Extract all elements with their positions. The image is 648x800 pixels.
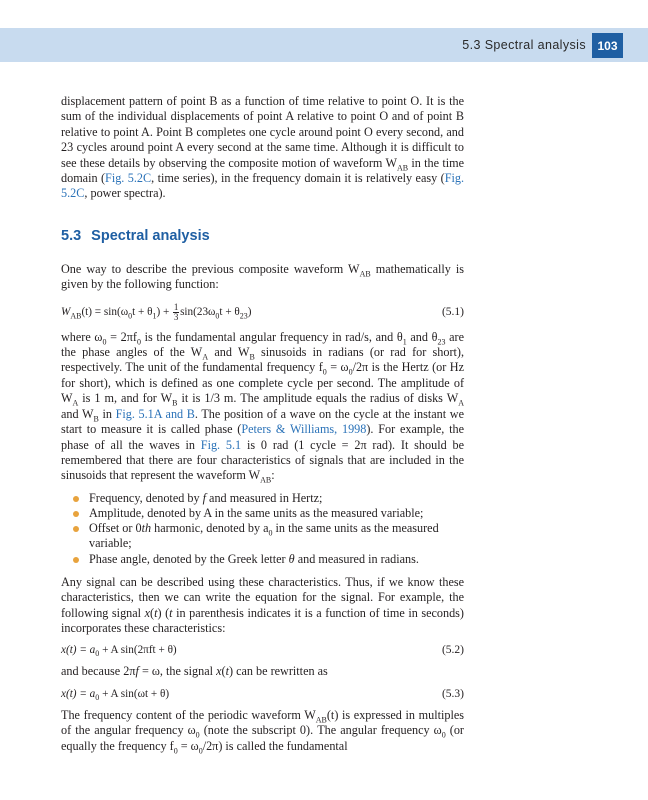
equation-number: (5.3): [441, 687, 464, 700]
citation-link-peters-williams[interactable]: Peters & Williams, 1998: [241, 422, 367, 437]
list-item: Frequency, denoted by f and measured in Hertz;: [61, 491, 464, 506]
paragraph-frequency-content: The frequency content of the periodic waveform $W_{AB}(t)$ is expressed in multiples of the angular frequency $\omega_0$ (note the subscript 0). The angular frequency $\omega_0$ (or equally the frequency $f_0 = \omega_0/2\pi$) is called the fundamental: [61, 707, 465, 756]
fraction-one-third: $\frac{1}{3}$: [173, 301, 179, 322]
section-heading: [61, 228, 464, 244]
running-header-title: 5.3 Spectral analysis: [462, 38, 586, 52]
paragraph-rewrite: and because 2πf = ω, the signal x(t) can be rewritten as: [61, 664, 328, 679]
figure-link-5-1[interactable]: Fig. 5.1: [200, 437, 242, 452]
equation-5-3-body: $x(t) = a_0 + A$ sin(ωt + θ): [61, 687, 170, 702]
bullet-icon: [73, 496, 79, 502]
bullet-icon: [73, 557, 79, 563]
paragraph-composite-waveform: One way to describe the previous composite waveform $W_{AB}$ mathematically is given by the following function:: [61, 261, 464, 292]
paragraph-phase-definition: where $\omega_0 = 2\pi f_0$ is the fundamental angular frequency in rad/s, and $\theta_1$ and $\theta_{23}$ are the phase angles of the $W_A$ and $W_B$ sinusoids in radians (or rad for short), respectively. The unit of the fundamental frequency $f_0 = \omega_0/2\pi$ is the Hertz (or Hz for short), which is defined as one complete cycle per second. The amplitude of $W_A$ is 1 m, and for $W_B$ it is 1/3 m. The amplitude equals the radius of disks $W_A$ and $W_B$ in Fig. 5.1A and B. The position of a wave on the cycle at the instant we start to measure it is called phase (Peters & Williams, 1998). For example, the phase of all the waves in Fig. 5.1 is 0 rad (1 cycle = 2π rad). It should be remembered that there are four characteristics of signals that are included in the sinusoids that represent the waveform $W_{AB}$:: [61, 329, 465, 485]
equation-number: (5.2): [441, 644, 464, 657]
figure-link-5-1a-b[interactable]: Fig. 5.1A and B: [115, 406, 195, 421]
equation-5-2-body: $x(t) = a_0 + A$ sin(2πft + θ): [61, 644, 177, 659]
equation-5-3: [61, 688, 464, 700]
paragraph-signal-description: Any signal can be described using these characteristics. Thus, if we know these characteristics, then we can write the equation for the signal. For example, the following signal x(t) (t in parenthesis indicates it is a function of time in seconds) incorporates these characteristics:: [61, 574, 464, 635]
list-item: Phase angle, denoted by the Greek letter θ and measured in radians.: [61, 552, 464, 567]
equation-5-2: [61, 644, 464, 659]
page-number-badge: 103: [592, 33, 623, 58]
equation-5-1-body: $W_{AB}(t) = \sin(\omega_0t + \theta_1)$ + $\frac{1}{3}$ $\sin(23\omega_0t + \theta_{23})$: [61, 301, 252, 322]
figure-link-5-2c[interactable]: Fig. 5.2C: [105, 171, 152, 186]
equation-5-1: [61, 303, 464, 322]
list-item: Offset or 0th harmonic, denoted by $a_0$ in the same units as the measured variable;: [61, 521, 464, 551]
bullet-icon: [73, 511, 79, 517]
intro-paragraph: displacement pattern of point B as a function of time relative to point O. It is the sum of the individual displacements of point A relative to point O and of point B relative to point A. Point B completes one cycle around point O every second, and 23 cycles around point A every second at the same time. Although it is difficult to see these details by observing the composite motion of waveform $W_{AB}$ in the time domain (Fig. 5.2C, time series), in the frequency domain it is relatively easy (Fig. 5.2C, power spectra).: [61, 94, 465, 201]
list-item: Amplitude, denoted by A in the same units as the measured variable;: [61, 506, 464, 521]
equation-number: (5.1): [441, 306, 464, 319]
bullet-icon: [73, 526, 79, 532]
section-title: Spectral analysis: [91, 227, 210, 244]
section-number: 5.3: [61, 227, 82, 244]
page-body: [61, 94, 464, 754]
figure-link-5-2c-second[interactable]: Fig. 5.2C: [61, 171, 465, 201]
signal-characteristics-list: [61, 491, 464, 567]
